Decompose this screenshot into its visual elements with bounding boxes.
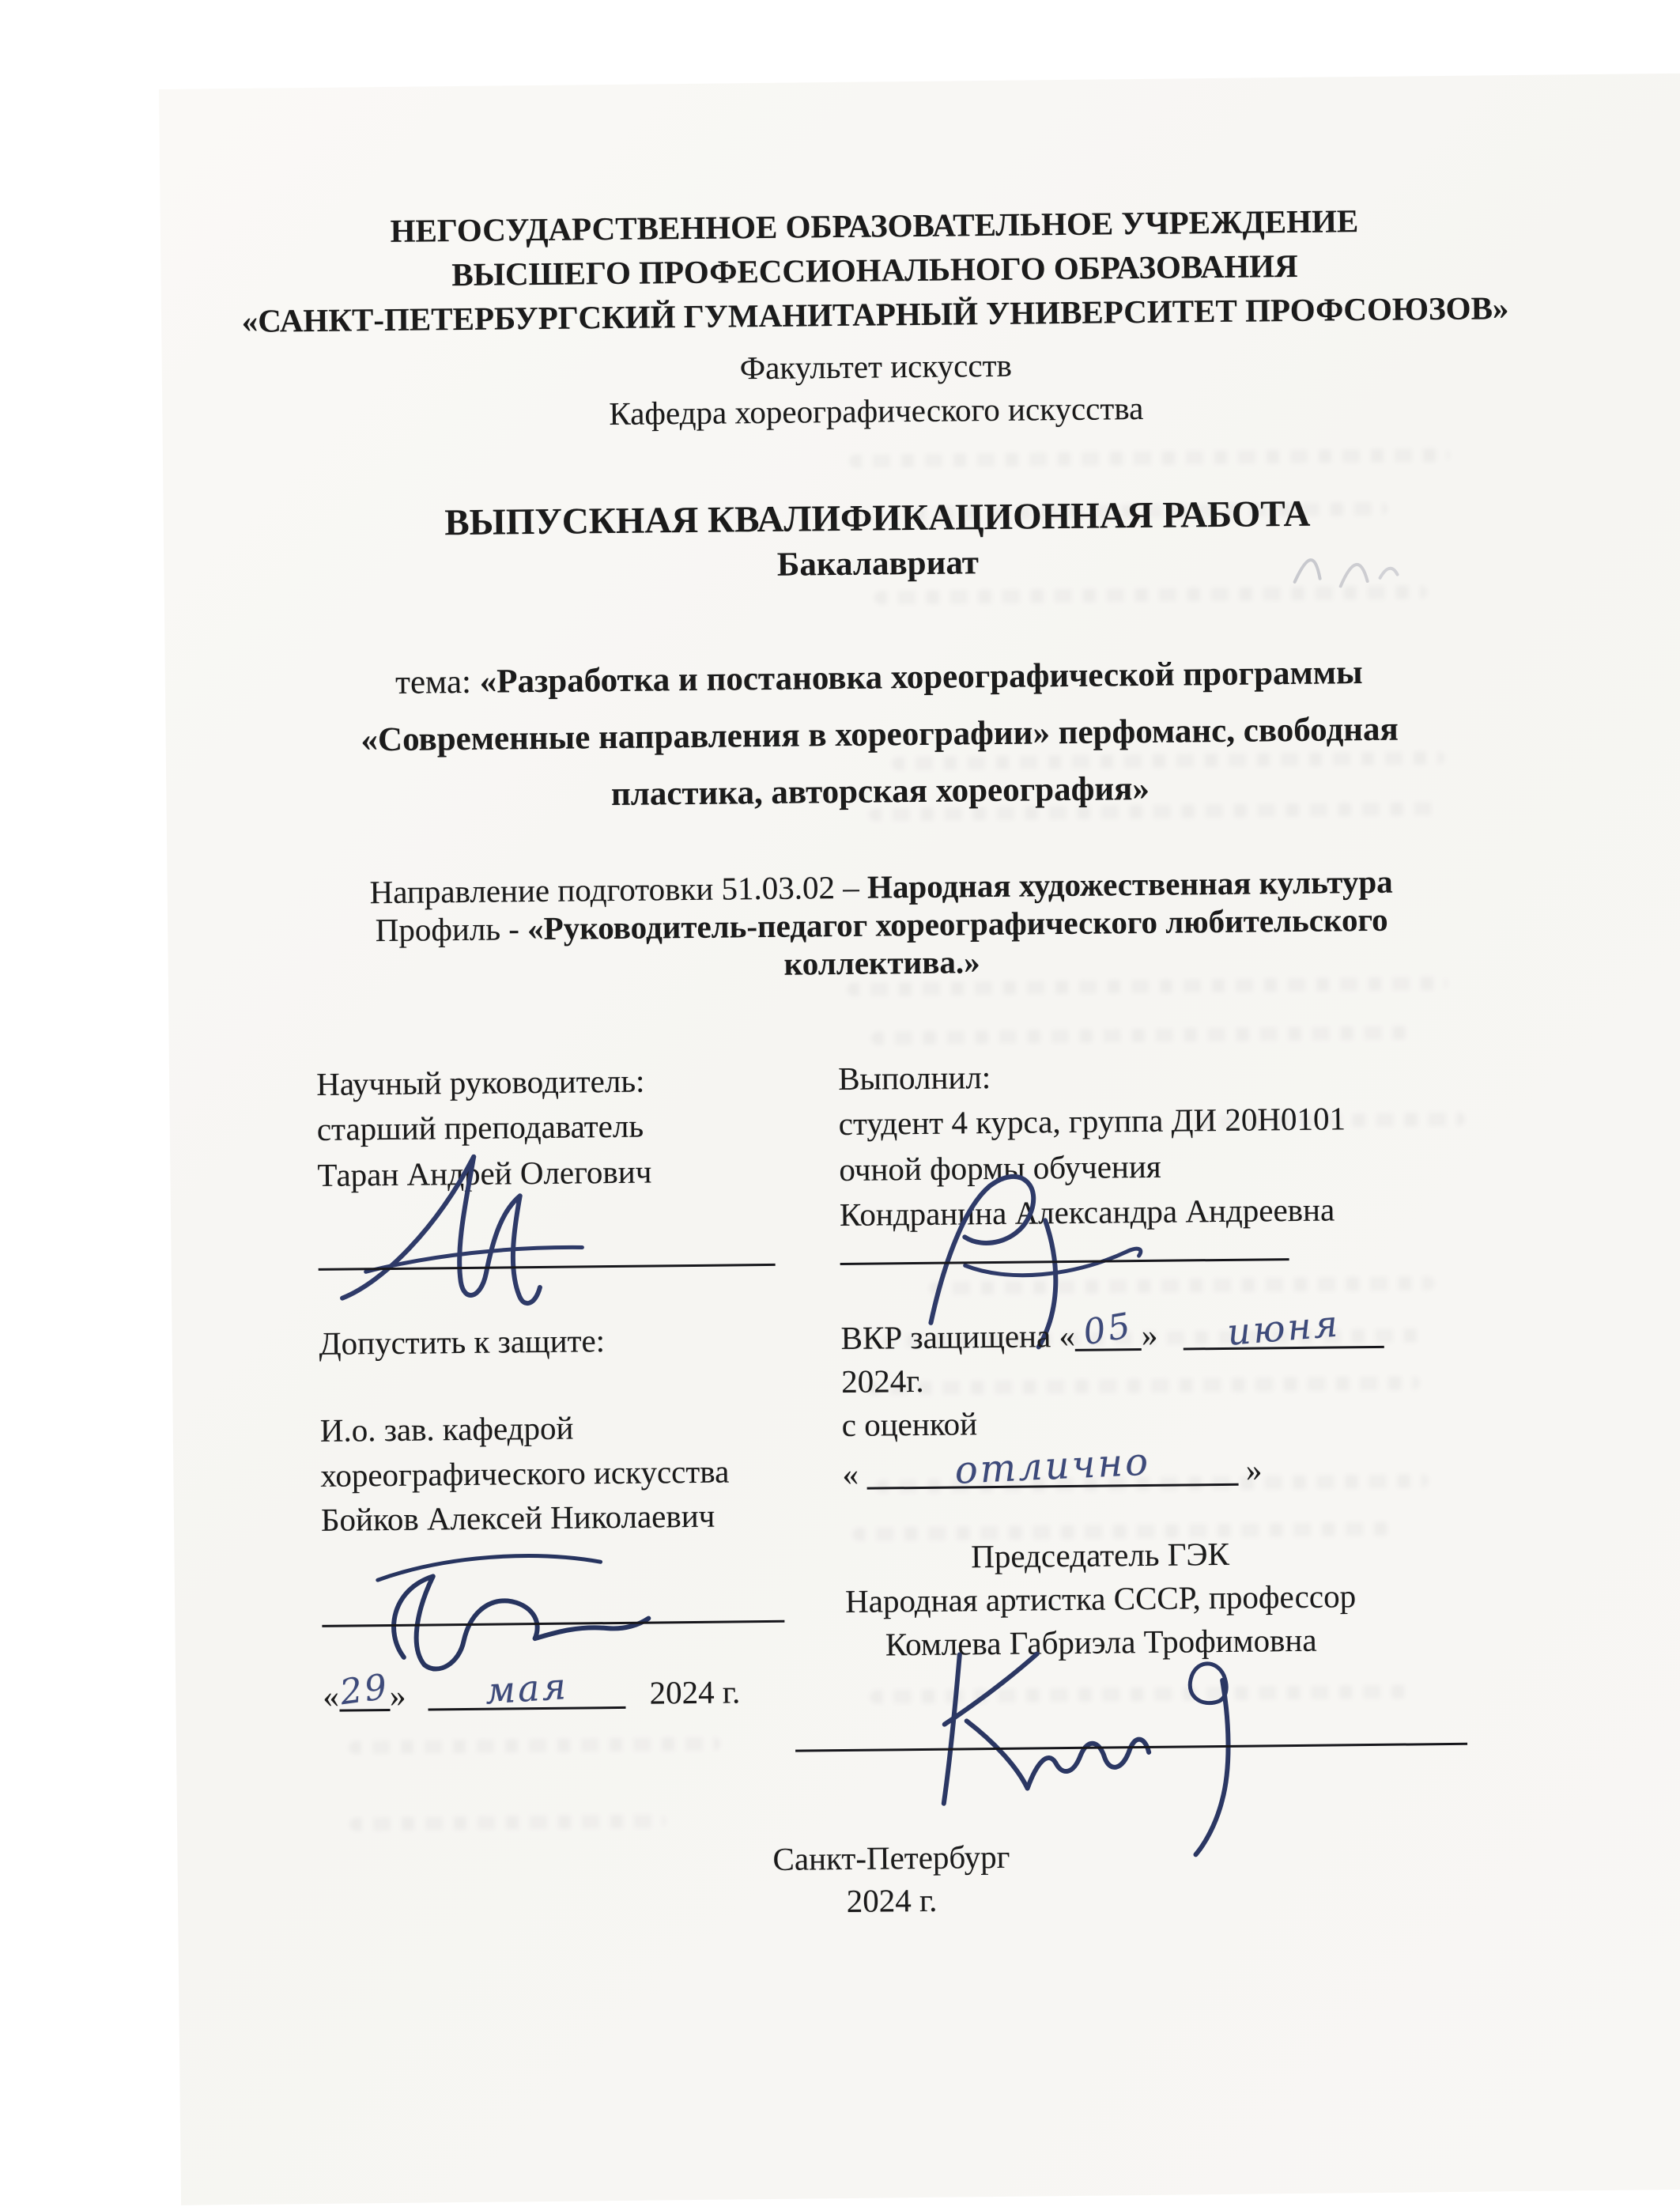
grade-label: с оценкой <box>841 1405 978 1444</box>
grade-blank <box>866 1439 1238 1493</box>
grade-close-quote: » <box>1245 1451 1263 1488</box>
profile-value-1: «Руководитель-педагог хореографического любительского <box>527 901 1388 947</box>
topic-label: тема: <box>395 663 480 701</box>
defense-date-line <box>840 1302 1384 1357</box>
admission-date-close-quote: » <box>389 1676 406 1714</box>
work-type-title: ВЫПУСКНАЯ КВАЛИФИКАЦИОННАЯ РАБОТА <box>444 493 1311 544</box>
admission-heading: Допустить к защите: <box>319 1322 606 1362</box>
supervisor-signature <box>319 1133 636 1322</box>
author-heading: Выполнил: <box>837 1059 991 1098</box>
admission-date-open-quote: « <box>323 1677 340 1714</box>
pencil-mark <box>1285 532 1404 609</box>
admission-date-year: 2024 г. <box>649 1673 741 1711</box>
profile-line-2: коллектива.» <box>783 943 980 982</box>
footer-year: 2024 г. <box>846 1881 938 1919</box>
author-name: Кондранина Александра Андреевна <box>839 1191 1335 1234</box>
supervisor-heading: Научный руководитель: <box>315 1062 645 1102</box>
admission-month-handwritten: мая <box>484 1664 570 1713</box>
defense-day-handwritten: 05 <box>1080 1305 1136 1354</box>
defense-month-blank <box>1184 1302 1384 1354</box>
grade-open-quote: « <box>842 1455 859 1493</box>
committee-title: Председатель ГЭК <box>970 1535 1230 1575</box>
supervisor-position: старший преподаватель <box>316 1107 644 1147</box>
footer-city: Санкт-Петербург <box>772 1838 1010 1877</box>
institution-line-3: «САНКТ-ПЕТЕРБУРГСКИЙ ГУМАНИТАРНЫЙ УНИВЕРСИТЕТ ПРОФСОЮЗОВ» <box>241 289 1509 339</box>
topic-line-2: «Современные направления в хореографии» перфоманс, свободная <box>361 710 1399 759</box>
grade-line <box>842 1439 1263 1493</box>
admission-position-2: хореографического искусства <box>320 1453 730 1494</box>
defense-year: 2024г. <box>840 1362 924 1400</box>
program-value: Народная художественная культура <box>866 863 1393 905</box>
department-line: Кафедра хореографического искусства <box>609 389 1144 433</box>
program-label: Направление подготовки 51.03.02 – <box>369 868 868 911</box>
topic-text-1: «Разработка и постановка хореографической программы <box>479 654 1363 701</box>
topic-line-3: пластика, авторская хореография» <box>610 769 1150 814</box>
admission-officer-name: Бойков Алексей Николаевич <box>320 1497 715 1538</box>
admission-position-1: И.о. зав. кафедрой <box>319 1409 574 1449</box>
author-group-line: студент 4 курса, группа ДИ 20Н0101 <box>838 1100 1346 1143</box>
defense-month-handwritten: июня <box>1225 1302 1342 1354</box>
admission-day-handwritten: 29 <box>337 1666 391 1714</box>
supervisor-name: Таран Андрей Олегович <box>317 1153 652 1193</box>
institution-line-1: НЕГОСУДАРСТВЕННОЕ ОБРАЗОВАТЕЛЬНОЕ УЧРЕЖДЕНИЕ <box>390 202 1359 249</box>
degree-level: Бакалавриат <box>776 544 980 584</box>
admission-day-blank <box>337 1666 391 1714</box>
committee-rank: Народная артистка СССР, профессор <box>844 1578 1357 1619</box>
defense-suffix: » <box>1141 1316 1158 1354</box>
defense-prefix: ВКР защищена « <box>840 1317 1076 1357</box>
grade-handwritten: отлично <box>953 1439 1151 1493</box>
author-study-form-line: очной формы обучения <box>839 1147 1161 1189</box>
institution-line-2: ВЫСШЕГО ПРОФЕССИОНАЛЬНОГО ОБРАЗОВАНИЯ <box>451 247 1298 293</box>
profile-label: Профиль - <box>375 910 528 949</box>
admission-date-line <box>323 1664 741 1715</box>
faculty-line: Факультет искусств <box>739 346 1013 387</box>
defense-day-blank <box>1075 1305 1142 1354</box>
committee-chair-name: Комлева Габриэла Трофимовна <box>885 1621 1317 1663</box>
admission-month-blank <box>428 1664 626 1713</box>
admission-officer-signature <box>327 1536 668 1677</box>
